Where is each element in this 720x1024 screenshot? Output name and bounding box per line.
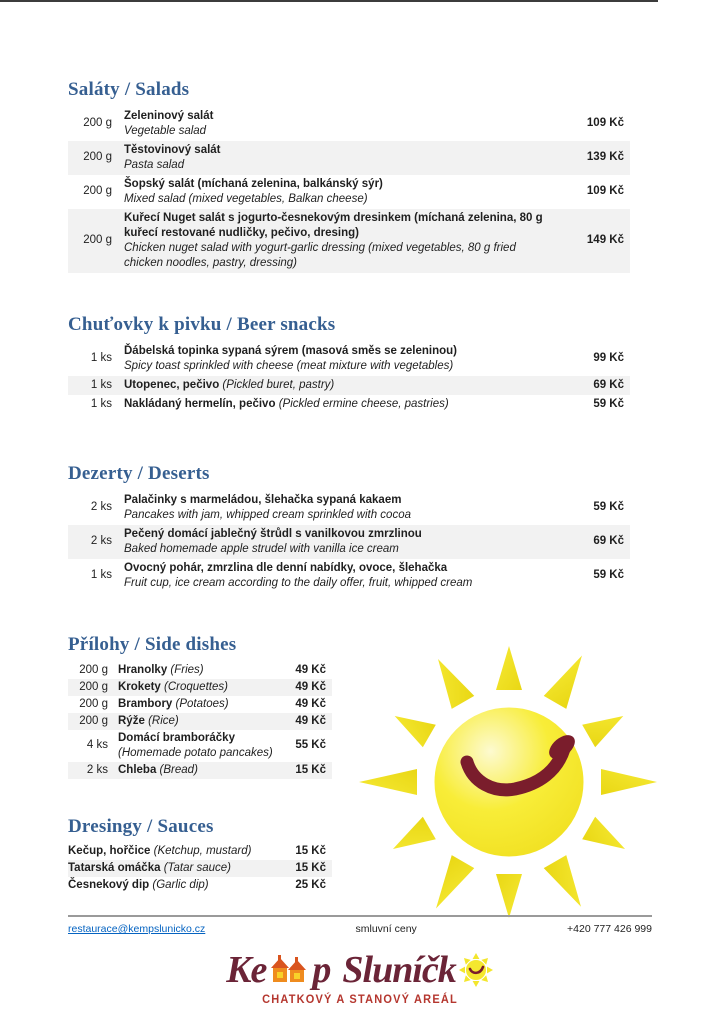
logo-sun-icon (458, 952, 494, 988)
item-name-cell (124, 344, 556, 374)
item-name-cell (124, 493, 556, 523)
section-beer-snacks (68, 315, 630, 414)
item-price: 59 Kč (593, 569, 624, 582)
menu-item-row (68, 141, 630, 175)
item-name: Ovocný pohár, zmrzlina dle denní nabídky, ovoce, šlehačka (124, 561, 448, 574)
menu-item-row (68, 877, 332, 894)
section-rows (68, 107, 630, 273)
item-price: 149 Kč (586, 234, 624, 247)
item-quantity: 1 ks (90, 569, 112, 582)
section-side-dishes (68, 635, 630, 779)
section-rows (68, 342, 630, 414)
item-name-cell (124, 211, 556, 271)
item-translation: (Pickled ermine cheese, pastries) (278, 397, 449, 410)
section-title-sauces: Dresingy / Sauces (68, 815, 214, 837)
item-name: Šopský salát (míchaná zelenina, balkánský sýr) (124, 177, 383, 190)
item-name: Krokety (118, 680, 161, 693)
item-name: Palačinky s marmeládou, šlehačka sypaná kakaem (124, 493, 402, 506)
item-name-cell (118, 697, 274, 712)
menu-item-row (68, 209, 630, 273)
item-quantity: 200 g (83, 234, 112, 247)
item-price: 15 Kč (295, 763, 326, 776)
menu-item-row (68, 662, 332, 679)
item-name-cell (124, 378, 556, 393)
item-translation: (Bread) (159, 763, 198, 776)
item-quantity: 2 ks (86, 763, 108, 776)
menu-item-row (68, 730, 332, 762)
item-name: Brambory (118, 697, 173, 710)
item-price: 15 Kč (295, 862, 326, 875)
item-quantity: 4 ks (86, 739, 108, 752)
item-translation: (Tatar sauce) (163, 862, 232, 875)
item-name: Nakládaný hermelín, pečivo (124, 397, 276, 410)
item-name: Rýže (118, 714, 145, 727)
item-price: 15 Kč (295, 845, 326, 858)
item-quantity: 200 g (79, 697, 108, 710)
menu-item-row (68, 342, 630, 376)
footer-note: smluvní ceny (355, 923, 417, 935)
footer-phone: +420 777 426 999 (567, 923, 652, 935)
item-price: 49 Kč (295, 697, 326, 710)
item-translation: (Fries) (170, 663, 204, 676)
menu-item-row (68, 107, 630, 141)
item-price: 109 Kč (586, 117, 624, 130)
logo-text-mid: p (312, 949, 331, 991)
item-name-cell (124, 527, 556, 557)
item-translation: Vegetable salad (124, 124, 207, 137)
item-name-cell (118, 763, 274, 778)
item-price: 109 Kč (586, 185, 624, 198)
item-translation: (Garlic dip) (152, 879, 209, 892)
menu-item-row (68, 843, 332, 860)
section-title-salads: Saláty / Salads (68, 79, 190, 100)
logo-wordmark (0, 944, 720, 996)
item-price: 49 Kč (295, 714, 326, 727)
menu-item-row (68, 376, 630, 395)
menu-item-row (68, 696, 332, 713)
section-desserts (68, 464, 630, 593)
logo-subtitle: CHATKOVÝ A STANOVÝ AREÁL (262, 993, 458, 1007)
menu-item-row (68, 762, 332, 779)
item-name: Zeleninový salát (124, 109, 214, 122)
item-name: Kuřecí Nuget salát s jogurto-česnekovým dresinkem (míchaná zelenina, 80 g kuřecí restované nudličky, pečivo, dresing) (124, 211, 543, 239)
item-name: Hranolky (118, 663, 168, 676)
item-quantity: 200 g (83, 185, 112, 198)
item-translation: Pancakes with jam, whipped cream sprinkled with cocoa (124, 508, 411, 521)
item-price: 69 Kč (593, 378, 624, 391)
item-name-cell (124, 143, 556, 173)
page-top-edge (0, 0, 658, 2)
logo-text-start: Ke (226, 949, 267, 991)
item-translation: Fruit cup, ice cream according to the daily offer, fruit, whipped cream (124, 576, 473, 589)
item-translation: Mixed salad (mixed vegetables, Balkan cheese) (124, 192, 368, 205)
item-quantity: 1 ks (90, 378, 112, 391)
item-translation: (Ketchup, mustard) (153, 845, 252, 858)
menu-item-row (68, 395, 630, 414)
restaurant-email-link[interactable]: restaurace@kempslunicko.cz (68, 923, 206, 935)
item-name: Chleba (118, 763, 157, 776)
section-title-side-dishes: Přílohy / Side dishes (68, 633, 237, 655)
item-name-cell (68, 844, 274, 859)
section-sauces (68, 817, 630, 895)
camp-houses-icon (268, 953, 310, 987)
item-quantity: 1 ks (90, 352, 112, 365)
item-price: 139 Kč (586, 151, 624, 164)
item-translation: Spicy toast sprinkled with cheese (meat mixture with vegetables) (124, 359, 454, 372)
item-name-cell (124, 109, 556, 139)
kemp-slunicko-logo (0, 944, 720, 1006)
page-footer (68, 915, 652, 935)
item-name-cell (118, 680, 274, 695)
item-name: Utopenec, pečivo (124, 378, 220, 391)
item-name-cell (124, 397, 556, 412)
item-price: 59 Kč (593, 501, 624, 514)
menu-item-row (68, 860, 332, 877)
menu-content (68, 80, 630, 894)
item-translation: (Pickled buret, pastry) (222, 378, 335, 391)
section-rows (68, 662, 332, 779)
item-translation: Chicken nuget salad with yogurt-garlic dressing (mixed vegetables, 80 g fried chicken noodles, pastry, dressing) (124, 241, 516, 269)
item-price: 55 Kč (295, 739, 326, 752)
menu-item-row (68, 175, 630, 209)
item-quantity: 2 ks (90, 501, 112, 514)
item-quantity: 200 g (79, 714, 108, 727)
item-price: 25 Kč (295, 879, 326, 892)
item-translation: (Potatoes) (175, 697, 229, 710)
menu-item-row (68, 525, 630, 559)
section-rows (68, 491, 630, 593)
logo-text-main: Sluníčk (342, 949, 456, 991)
item-price: 49 Kč (295, 663, 326, 676)
item-quantity: 2 ks (90, 535, 112, 548)
item-quantity: 200 g (83, 117, 112, 130)
item-translation: Pasta salad (124, 158, 185, 171)
item-quantity: 200 g (83, 151, 112, 164)
item-name-cell (68, 878, 274, 893)
item-translation: (Rice) (148, 714, 179, 727)
item-name-cell (124, 561, 556, 591)
item-price: 49 Kč (295, 680, 326, 693)
item-price: 69 Kč (593, 535, 624, 548)
item-price: 59 Kč (593, 397, 624, 410)
menu-item-row (68, 713, 332, 730)
item-translation: (Croquettes) (164, 680, 228, 693)
menu-item-row (68, 679, 332, 696)
menu-item-row (68, 491, 630, 525)
item-name-cell (124, 177, 556, 207)
item-quantity: 1 ks (90, 397, 112, 410)
item-name: Pečený domácí jablečný štrůdl s vanilkovou zmrzlinou (124, 527, 422, 540)
item-quantity: 200 g (79, 663, 108, 676)
item-name: Ďábelská topinka sypaná sýrem (masová směs se zeleninou) (124, 344, 458, 357)
menu-item-row (68, 559, 630, 593)
item-quantity: 200 g (79, 680, 108, 693)
section-title-beer-snacks: Chuťovky k pivku / Beer snacks (68, 313, 336, 335)
item-name: Česnekový dip (68, 879, 150, 892)
item-price: 99 Kč (593, 352, 624, 365)
item-name: Tatarská omáčka (68, 862, 161, 875)
item-translation: Baked homemade apple strudel with vanilla ice cream (124, 542, 399, 555)
item-name-cell (118, 714, 274, 729)
item-name: Těstovinový salát (124, 143, 221, 156)
section-salads (68, 80, 630, 273)
section-title-desserts: Dezerty / Deserts (68, 462, 210, 484)
item-name: Kečup, hořčice (68, 845, 151, 858)
item-name-cell (68, 861, 274, 876)
item-name: Domácí bramboráčky (118, 731, 235, 744)
item-name-cell (118, 731, 274, 761)
item-name-cell (118, 663, 274, 678)
item-translation: (Homemade potato pancakes) (118, 746, 273, 759)
section-rows (68, 843, 332, 894)
